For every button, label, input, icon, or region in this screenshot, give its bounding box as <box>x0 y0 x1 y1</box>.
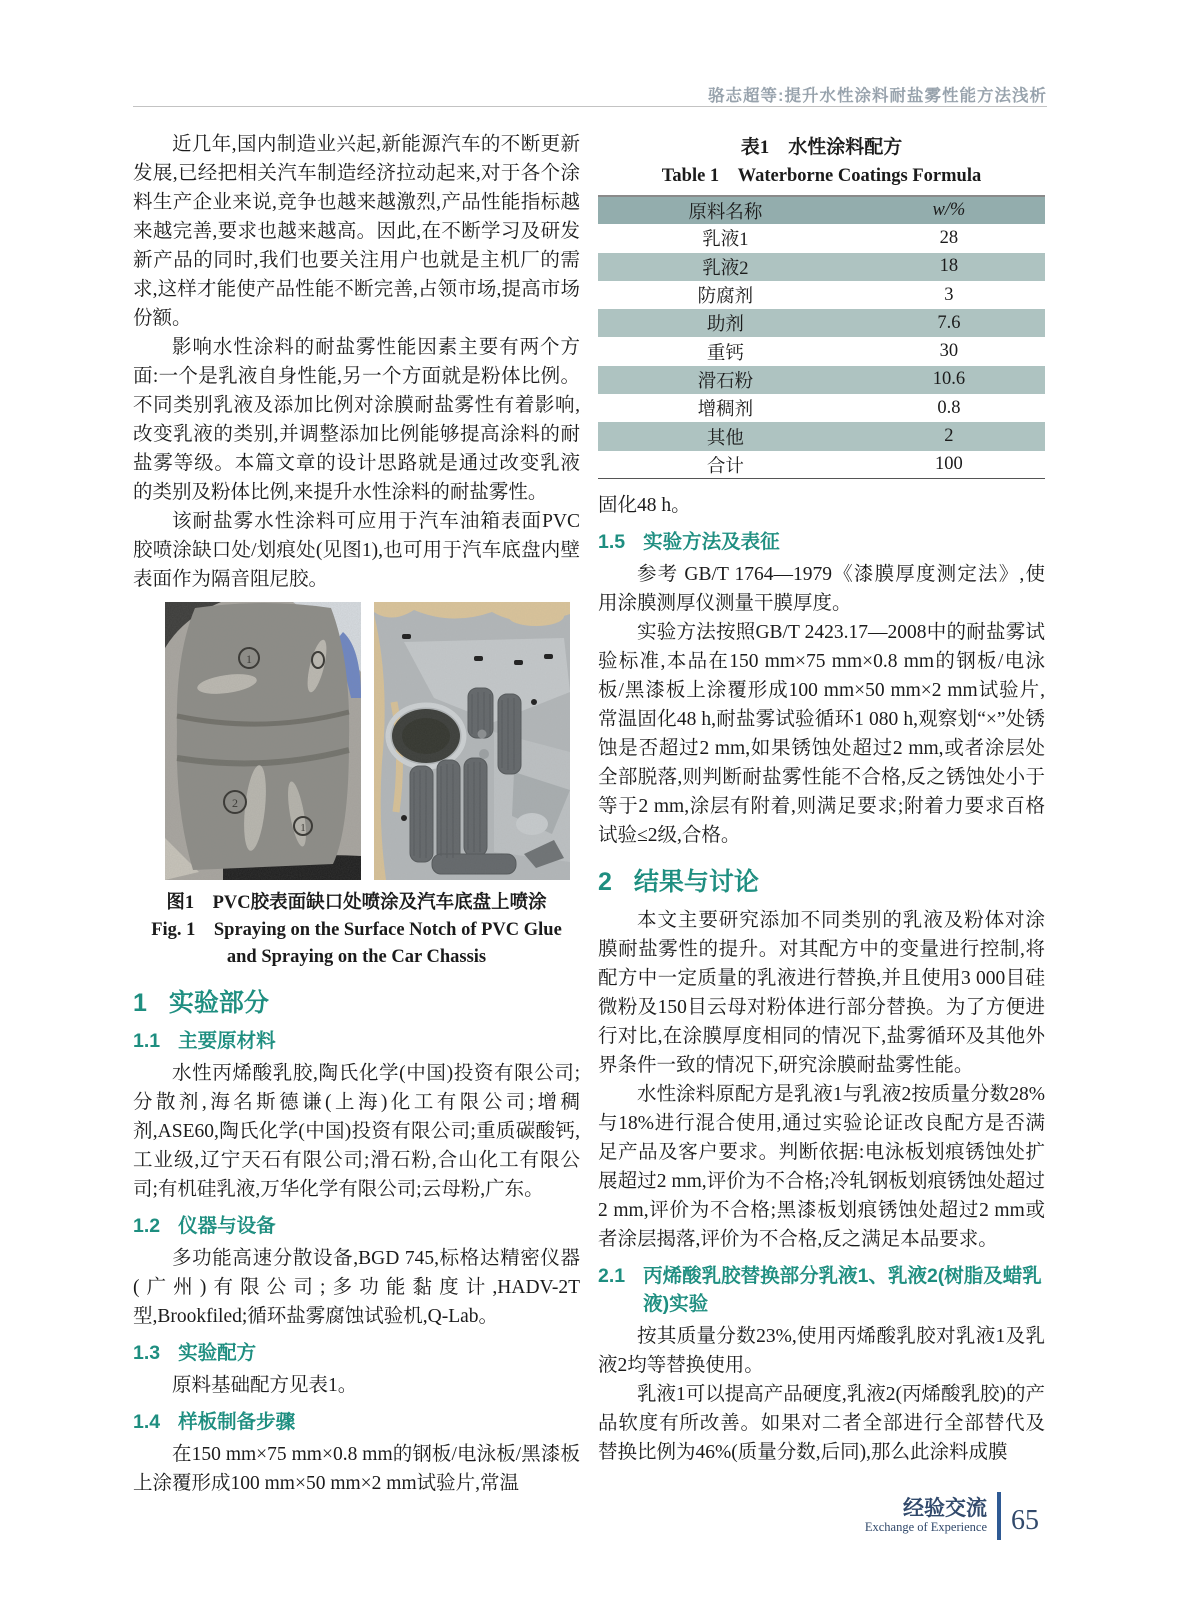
table-row <box>598 451 1045 479</box>
section-title: 样板制备步骤 <box>178 1411 296 1433</box>
paragraph-cure-cont: 固化48 h。 <box>598 495 691 517</box>
paragraph-sub-1: 按其质量分数23%,使用丙烯酸乳胶对乳液1及乳液2均等替换使用。 <box>598 1326 1045 1377</box>
table-row <box>598 224 1045 252</box>
fuel-tank-pvc-coating-photo <box>165 602 361 880</box>
cell-value: 3 <box>944 284 954 305</box>
left-column <box>133 130 580 1498</box>
section-number: 2.1 <box>598 1265 626 1288</box>
paragraph-method-2: 实验方法按照GB/T 2423.17—2008中的耐盐雾试验标准,本品在150 mm×75 mm×0.8 mm的钢板/电泳板/黑漆板上涂覆形成100 mm×50 mm×2 mm试验片,常温固化48 h,耐盐雾试验循环1 080 h,观察划“×”处锈蚀是否超过2 mm,如果锈蚀处超过2 mm,或者涂层处全部脱落,则判断耐盐雾性能不合格,反之锈蚀处小于等于2 mm,涂层有附着,则满足要求;附着力要求百格试验≤2级,合格。 <box>598 622 1045 847</box>
section-number: 1.5 <box>598 531 626 554</box>
cell-material: 合计 <box>706 456 744 477</box>
section-title: 仪器与设备 <box>178 1215 276 1237</box>
table-row <box>598 253 1045 281</box>
section-number: 1.1 <box>133 1030 161 1052</box>
cell-material: 乳液2 <box>702 258 749 279</box>
paragraph-method-1: 参考 GB/T 1764—1979《漆膜厚度测定法》,使用涂膜测厚仪测量干膜厚度。 <box>598 564 1045 615</box>
paragraph-recipe: 原料基础配方见表1。 <box>172 1375 358 1396</box>
section-number: 2 <box>598 868 612 897</box>
table-1-formula <box>598 195 1045 479</box>
cell-value: 2 <box>944 426 954 447</box>
section-1-5-heading <box>598 528 1045 556</box>
footer-section <box>865 1497 987 1535</box>
section-title: 结果与讨论 <box>633 868 759 897</box>
section-title: 实验部分 <box>168 989 269 1017</box>
cell-material: 增稠剂 <box>697 400 754 421</box>
cell-material: 重钙 <box>706 343 744 364</box>
section-1-4-heading <box>133 1408 580 1436</box>
cell-material: 防腐剂 <box>697 287 754 308</box>
footer-section-cn: 经验交流 <box>903 1497 987 1520</box>
running-head: 骆志超等:提升水性涂料耐盐雾性能方法浅析 <box>708 87 1047 105</box>
section-1-1-heading <box>133 1027 580 1055</box>
section-1-heading <box>133 987 580 1019</box>
cell-value: 7.6 <box>937 312 961 333</box>
paragraph-sub-2: 乳液1可以提高产品硬度,乳液2(丙烯酸乳胶)的产品软度有所改善。如果对二者全部进行全部替代及替换比例为46%(质量分数,后同),那么此涂料成膜 <box>598 1384 1045 1464</box>
table-row <box>598 337 1045 365</box>
paragraph-results-2: 水性涂料原配方是乳液1与乳液2按质量分数28%与18%进行混合使用,通过实验论证改良配方是否满足产品及客户要求。判断依据:电泳板划痕锈蚀处扩展超过2 mm,评价为不合格;冷轧钢板划痕锈蚀处超过2 mm,评价为不合格;黑漆板划痕锈蚀处超过2 mm或者涂层揭落,评价为不合格,反之满足本品要求。 <box>598 1084 1045 1251</box>
right-column <box>598 130 1045 1467</box>
table-row <box>598 281 1045 309</box>
footer-section-en: Exchange of Experience <box>864 1520 987 1534</box>
section-1-2-heading <box>133 1212 580 1240</box>
cell-material: 乳液1 <box>702 230 749 251</box>
section-number: 1.3 <box>133 1342 161 1364</box>
paragraph-intro-3: 该耐盐雾水性涂料可应用于汽车油箱表面PVC胶喷涂缺口处/划痕处(见图1),也可用于汽车底盘内壁表面作为隔音阻尼胶。 <box>133 511 580 590</box>
figure-1-caption-en: Fig. 1 Spraying on the Surface Notch of PVC Glue and Spraying on the Car Chassis <box>151 920 562 967</box>
section-title: 实验配方 <box>178 1342 257 1364</box>
table-row <box>598 394 1045 422</box>
figure-1-caption-cn: 图1 PVC胶表面缺口处喷涂及汽车底盘上喷涂 <box>166 893 547 913</box>
section-2-1-heading <box>598 1262 1045 1318</box>
footer-divider-bar <box>997 1492 1001 1540</box>
page-number: 65 <box>1011 1505 1039 1536</box>
cell-value: 28 <box>939 227 959 248</box>
figure-1 <box>133 602 580 880</box>
car-chassis-underbody-photo <box>374 602 570 880</box>
cell-value: 18 <box>939 256 959 277</box>
cell-material: 滑石粉 <box>697 371 754 392</box>
page-footer <box>865 1492 1039 1540</box>
col-header-material: 原料名称 <box>688 202 763 223</box>
table-row <box>598 366 1045 394</box>
paragraph-instruments: 多功能高速分散设备,BGD 745,标格达精密仪器(广州)有限公司;多功能黏度计,HADV-2T型,Brookfiled;循环盐雾腐蚀试验机,Q-Lab。 <box>133 1248 580 1327</box>
paragraph-materials: 水性丙烯酸乳胶,陶氏化学(中国)投资有限公司;分散剂,海名斯德谦(上海)化工有限公司;增稠剂,ASE60,陶氏化学(中国)投资有限公司;重质碳酸钙,工业级,辽宁天石有限公司;滑石粉,合山化工有限公司;有机硅乳液,万华化学有限公司;云母粉,广东。 <box>133 1063 580 1200</box>
table-1-title-cn: 表1 水性涂料配方 <box>740 137 903 158</box>
cell-value: 0.8 <box>937 397 961 418</box>
cell-value: 100 <box>935 454 963 475</box>
table-1-title-en: Table 1 Waterborne Coatings Formula <box>661 166 982 186</box>
paragraph-intro-1: 近几年,国内制造业兴起,新能源汽车的不断更新发展,已经把相关汽车制造经济拉动起来,对于各个涂料生产企业来说,竞争也越来越激烈,产品性能指标越来越完善,要求也越来越高。因此,在不断学习及研发新产品的同时,我们也要关注用户也就是主机厂的需求,这样才能使产品性能不断完善,占领市场,提高市场份额。 <box>133 134 580 329</box>
section-1-3-heading <box>133 1339 580 1367</box>
col-header-w-percent: w/% <box>932 200 966 221</box>
cell-material: 其他 <box>706 428 744 449</box>
table-row <box>598 309 1045 337</box>
paragraph-results-1: 本文主要研究添加不同类别的乳液及粉体对涂膜耐盐雾性的提升。对其配方中的变量进行控制,将配方中一定质量的乳液进行替换,并且使用3 000目硅微粉及150目云母对粉体进行部分替换。为了方便进行对比,在涂膜厚度相同的情况下,盐雾循环及其他外界条件一致的情况下,研究涂膜耐盐雾性能。 <box>598 910 1045 1077</box>
table-header-row <box>598 196 1045 224</box>
cell-value: 10.6 <box>932 369 966 390</box>
section-number: 1.2 <box>133 1215 161 1237</box>
section-2-heading <box>598 866 1045 898</box>
section-title: 主要原材料 <box>178 1030 276 1052</box>
cell-value: 30 <box>939 341 959 362</box>
table-row <box>598 422 1045 450</box>
header-rule <box>133 106 1047 107</box>
section-number: 1 <box>133 989 147 1017</box>
section-number: 1.4 <box>133 1411 161 1433</box>
section-title: 丙烯酸乳胶替换部分乳液1、乳液2(树脂及蜡乳液)实验 <box>643 1265 1042 1316</box>
cell-material: 助剂 <box>706 315 744 336</box>
section-title: 实验方法及表征 <box>643 531 780 554</box>
paragraph-intro-2: 影响水性涂料的耐盐雾性能因素主要有两个方面:一个是乳液自身性能,另一个方面就是粉体比例。不同类别乳液及添加比例对涂膜耐盐雾性有着影响,改变乳液的类别,并调整添加比例能够提高涂料的耐盐雾等级。本篇文章的设计思路就是通过改变乳液的类别及粉体比例,来提升水性涂料的耐盐雾性。 <box>133 337 580 503</box>
paragraph-sample-prep: 在150 mm×75 mm×0.8 mm的钢板/电泳板/黑漆板上涂覆形成100 mm×50 mm×2 mm试验片,常温 <box>133 1444 580 1494</box>
